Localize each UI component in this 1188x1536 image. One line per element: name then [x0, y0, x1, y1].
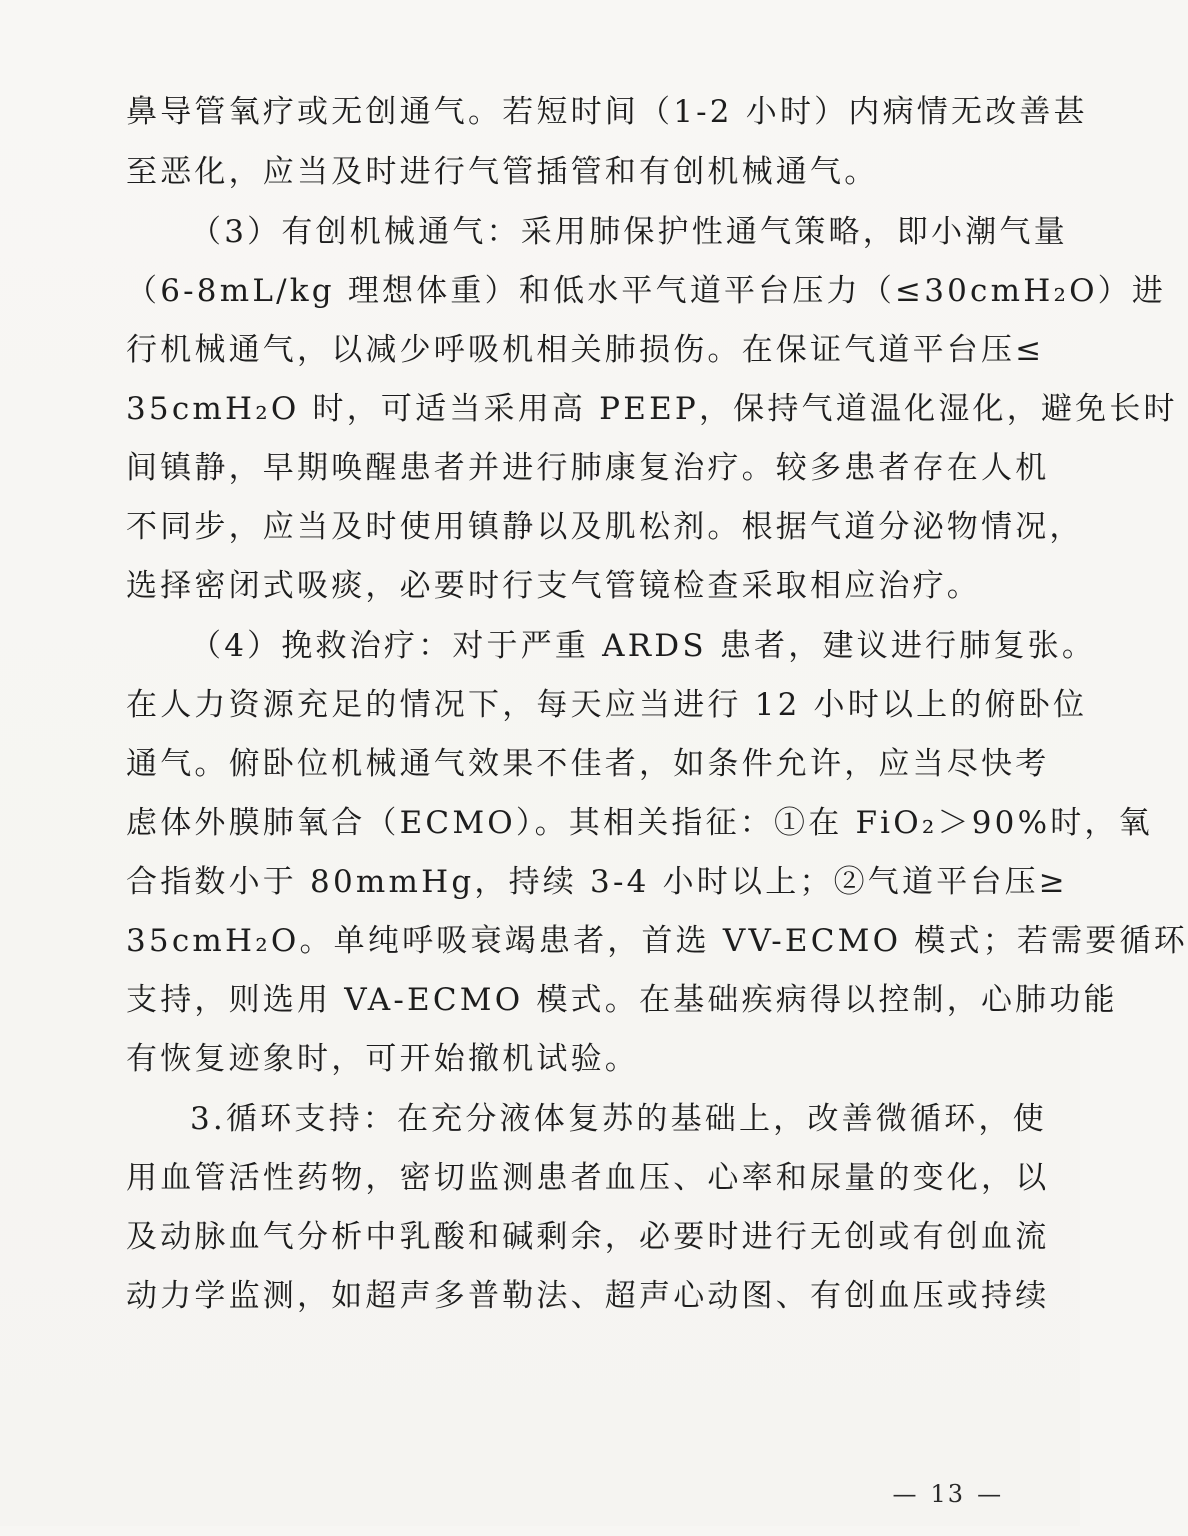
text-line: 合指数小于 80mmHg，持续 3-4 小时以上；②气道平台压≥	[126, 864, 1068, 900]
text-line: （6-8mL/kg 理想体重）和低水平气道平台压力（≤30cmH₂O）进	[126, 273, 1167, 309]
page-number-dash-right: —	[977, 1480, 1004, 1508]
text-line: 动力学监测，如超声多普勒法、超声心动图、有创血压或持续	[126, 1278, 1050, 1314]
text-line: （4）挽救治疗：对于严重 ARDS 患者，建议进行肺复张。	[190, 628, 1097, 664]
page-number	[848, 1452, 1009, 1536]
text-line: 在人力资源充足的情况下，每天应当进行 12 小时以上的俯卧位	[126, 687, 1088, 723]
text-line: 3.循环支持：在充分液体复苏的基础上，改善微循环，使	[190, 1101, 1047, 1137]
text-line: 鼻导管氧疗或无创通气。若短时间（1-2 小时）内病情无改善甚	[126, 94, 1088, 130]
text-line: 虑体外膜肺氧合（ECMO）。其相关指征：①在 FiO₂＞90%时，氧	[126, 805, 1153, 841]
text-line: 支持，则选用 VA-ECMO 模式。在基础疾病得以控制，心肺功能	[126, 982, 1118, 1018]
text-line: 选择密闭式吸痰，必要时行支气管镜检查采取相应治疗。	[126, 568, 981, 604]
text-line: 及动脉血气分析中乳酸和碱剩余，必要时进行无创或有创血流	[126, 1219, 1050, 1255]
page-number-dash-left: —	[892, 1480, 919, 1508]
text-line: 间镇静，早期唤醒患者并进行肺康复治疗。较多患者存在人机	[126, 450, 1050, 486]
text-line: 35cmH₂O。单纯呼吸衰竭患者，首选 VV-ECMO 模式；若需要循环	[126, 923, 1188, 959]
text-line: 不同步，应当及时使用镇静以及肌松剂。根据气道分泌物情况，	[126, 509, 1084, 545]
text-line: 有恢复迹象时，可开始撤机试验。	[126, 1041, 639, 1077]
text-line: 至恶化，应当及时进行气管插管和有创机械通气。	[126, 154, 879, 190]
text-line: 通气。俯卧位机械通气效果不佳者，如条件允许，应当尽快考	[126, 746, 1050, 782]
page-number-value: 13	[930, 1480, 966, 1508]
text-line: 35cmH₂O 时，可适当采用高 PEEP，保持气道温化湿化，避免长时	[126, 391, 1178, 427]
text-line: 行机械通气，以减少呼吸机相关肺损伤。在保证气道平台压≤	[126, 332, 1045, 368]
text-line: 用血管活性药物，密切监测患者血压、心率和尿量的变化，以	[126, 1160, 1050, 1196]
text-line: （3）有创机械通气：采用肺保护性通气策略，即小潮气量	[190, 214, 1068, 250]
